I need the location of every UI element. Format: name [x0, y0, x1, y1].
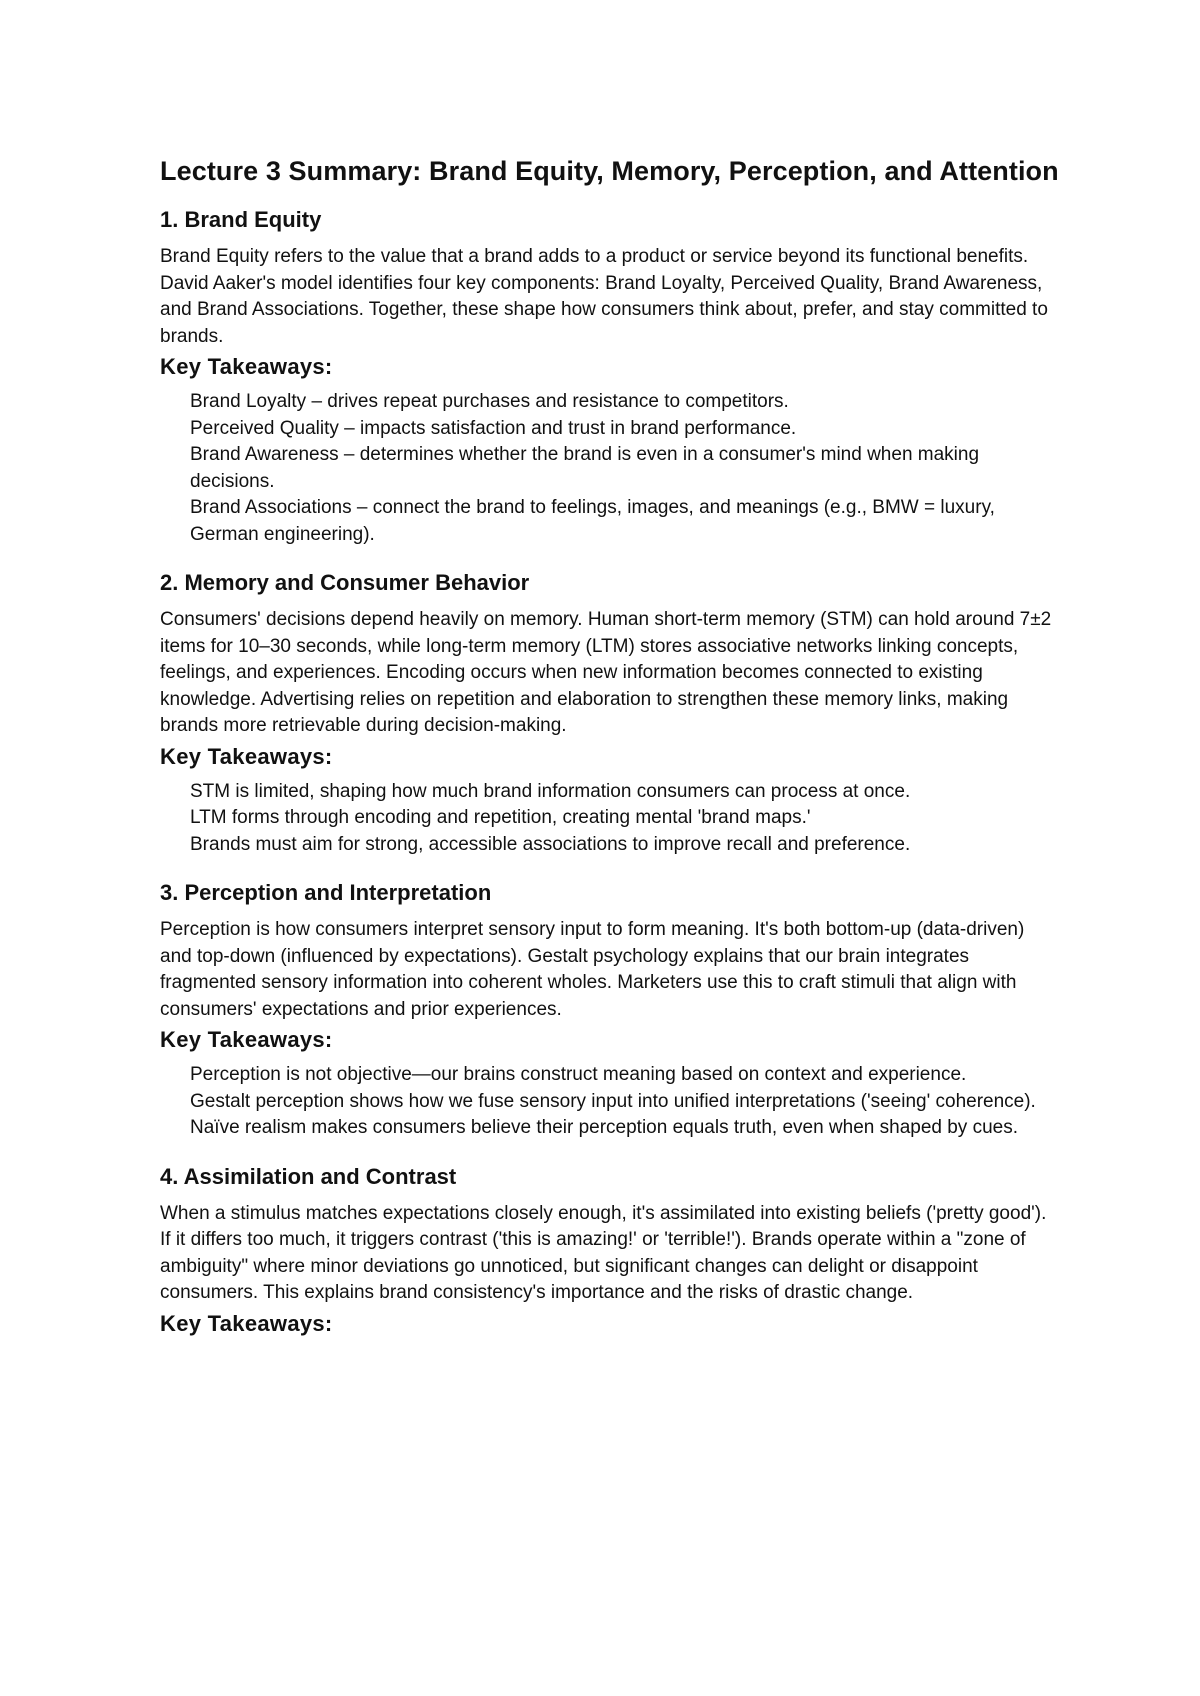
key-takeaways-heading: Key Takeaways: — [160, 1310, 333, 1336]
key-takeaways-heading: Key Takeaways: — [160, 1027, 333, 1052]
takeaways-list — [160, 389, 1060, 548]
section-assimilation — [160, 1162, 1060, 1338]
section-body: When a stimulus matches expectations closely enough, it's assimilated into existing beliefs ('pretty good'). If it differs too much, it triggers contrast ('this is amazing!' or 'terrible!'). Brands operate within a "zone of ambiguity" where minor deviations go unnoticed, but significant changes can delight or disappoint consumers. This explains brand consistency's importance and the risks of drastic change. — [160, 1202, 1047, 1303]
takeaway-item: LTM forms through encoding and repetition, creating mental 'brand maps.' — [190, 807, 811, 828]
section-memory — [160, 568, 1060, 858]
section-heading: 2. Memory and Consumer Behavior — [160, 570, 530, 595]
takeaways-list — [160, 1062, 1060, 1142]
key-takeaways-heading: Key Takeaways: — [160, 743, 333, 769]
takeaway-item: Gestalt perception shows how we fuse sensory input into unified interpretations ('seeing' coherence). — [190, 1090, 1036, 1112]
section-heading: 1. Brand Equity — [160, 207, 322, 232]
takeaway-item: Perception is not objective—our brains construct meaning based on context and experience. — [190, 1064, 967, 1085]
section-body: Brand Equity refers to the value that a brand adds to a product or service beyond its functional benefits. David Aaker's model identifies four key components: Brand Loyalty, Perceived Quality, Brand Awareness, and Brand Associations. Together, these shape how consumers think about, prefer, and stay committed to brands. — [160, 246, 1048, 347]
section-brand-equity — [160, 205, 1060, 548]
section-perception — [160, 878, 1060, 1142]
takeaways-list — [160, 779, 1060, 859]
section-heading: 3. Perception and Interpretation — [160, 880, 492, 905]
document-title: Lecture 3 Summary: Brand Equity, Memory, Perception, and Attention — [160, 156, 1059, 186]
takeaway-item: Brand Associations – connect the brand to feelings, images, and meanings (e.g., BMW = luxury, German engineering). — [190, 497, 995, 545]
takeaway-item: Brands must aim for strong, accessible associations to improve recall and preference. — [190, 833, 911, 855]
document-content — [160, 154, 1060, 1346]
section-body: Perception is how consumers interpret sensory input to form meaning. It's both bottom-up (data-driven) and top-down (influenced by expectations). Gestalt psychology explains that our brain integrates fragmented sensory information into coherent wholes. Marketers use this to craft stimuli that align with consumers' expectations and prior experiences. — [160, 919, 1025, 1020]
section-heading: 4. Assimilation and Contrast — [160, 1163, 457, 1189]
key-takeaways-heading: Key Takeaways: — [160, 354, 333, 379]
takeaway-item: Naïve realism makes consumers believe their perception equals truth, even when shaped by cues. — [190, 1117, 1018, 1138]
takeaway-item: Brand Loyalty – drives repeat purchases and resistance to competitors. — [190, 391, 789, 412]
takeaway-item: STM is limited, shaping how much brand information consumers can process at once. — [190, 780, 911, 802]
section-body: Consumers' decisions depend heavily on memory. Human short-term memory (STM) can hold around 7±2 items for 10–30 seconds, while long-term memory (LTM) stores associative networks linking concepts, feelings, and experiences. Encoding occurs when new information becomes connected to existing knowledge. Advertising relies on repetition and elaboration to strengthen these memory links, making brands more retrievable during decision-making. — [160, 609, 1052, 736]
takeaway-item: Perceived Quality – impacts satisfaction and trust in brand performance. — [190, 417, 797, 439]
takeaway-item: Brand Awareness – determines whether the brand is even in a consumer's mind when making decisions. — [190, 444, 980, 492]
